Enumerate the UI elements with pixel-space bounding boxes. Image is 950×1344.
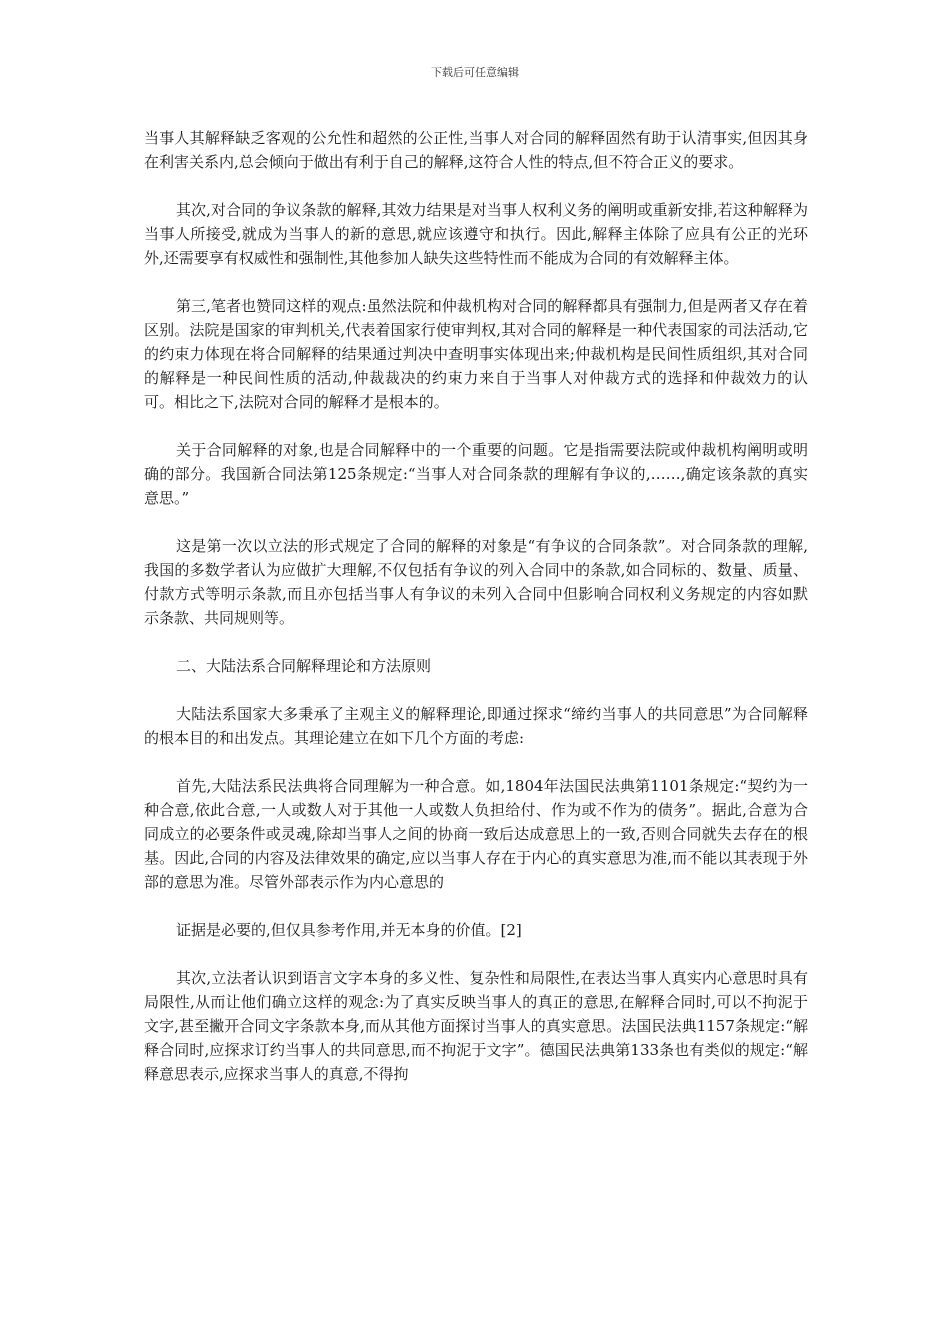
paragraph-1: 当事人其解释缺乏客观的公允性和超然的公正性,当事人对合同的解释固然有助于认清事实,但因其身在利害关系内,总会倾向于做出有利于自己的解释,这符合人性的特点,但不符合正义的要求。 xyxy=(144,129,808,171)
paragraph-3: 第三,笔者也赞同这样的观点:虽然法院和仲裁机构对合同的解释都具有强制力,但是两者又存在着区别。法院是国家的审判机关,代表着国家行使审判权,其对合同的解释是一种代表国家的司法活动,它的约束力体现在将合同解释的结果通过判决中查明事实体现出来;仲裁机构是民间性质组织,其对合同的解释是一种民间性质的活动,仲裁裁决的约束力来自于当事人对仲裁方式的选择和仲裁效力的认可。相比之下,法院对合同的解释才是根本的。 xyxy=(144,297,808,411)
page-header: 下载后可任意编辑 xyxy=(431,66,519,79)
paragraph-10: 其次,立法者认识到语言文字本身的多义性、复杂性和局限性,在表达当事人真实内心意思时具有局限性,从而让他们确立这样的观念:为了真实反映当事人的真正的意思,在解释合同时,可以不拘泥于文字,甚至撇开合同文字条款本身,而从其他方面探讨当事人的真实意思。法国民法典1157条规定:“解释合同时,应探求订约当事人的共同意思,而不拘泥于文字”。德国民法典第133条也有类似的规定:“解释意思表示,应探求当事人的真意,不得拘 xyxy=(144,969,808,1083)
paragraph-5: 这是第一次以立法的形式规定了合同的解释的对象是“有争议的合同条款”。对合同条款的理解,我国的多数学者认为应做扩大理解,不仅包括有争议的列入合同中的条款,如合同标的、数量、质量、付款方式等明示条款,而且亦包括当事人有争议的未列入合同中但影响合同权利义务规定的内容如默示条款、共同规则等。 xyxy=(144,537,808,627)
paragraph-8: 首先,大陆法系民法典将合同理解为一种合意。如,1804年法国民法典第1101条规定:“契约为一种合意,依此合意,一人或数人对于其他一人或数人负担给付、作为或不作为的债务”。据此,合意为合同成立的必要条件或灵魂,除却当事人之间的协商一致后达成意思上的一致,否则合同就失去存在的根基。因此,合同的内容及法律效果的确定,应以当事人存在于内心的真实意思为准,而不能以其表现于外部的意思为准。尽管外部表示作为内心意思的 xyxy=(144,777,808,891)
document-body xyxy=(144,126,808,1110)
paragraph-9: 证据是必要的,但仅具参考作用,并无本身的价值。[2] xyxy=(176,921,522,939)
paragraph-7: 大陆法系国家大多秉承了主观主义的解释理论,即通过探求“缔约当事人的共同意思”为合同解释的根本目的和出发点。其理论建立在如下几个方面的考虑: xyxy=(144,705,808,747)
section-heading: 二、大陆法系合同解释理论和方法原则 xyxy=(176,657,432,675)
paragraph-4: 关于合同解释的对象,也是合同解释中的一个重要的问题。它是指需要法院或仲裁机构阐明或明确的部分。我国新合同法第125条规定:“当事人对合同条款的理解有争议的,……,确定该条款的真实意思。” xyxy=(144,441,808,507)
paragraph-2: 其次,对合同的争议条款的解释,其效力结果是对当事人权利义务的阐明或重新安排,若这种解释为当事人所接受,就成为当事人的新的意思,就应该遵守和执行。因此,解释主体除了应具有公正的光环外,还需要享有权威性和强制性,其他参加人缺失这些特性而不能成为合同的有效解释主体。 xyxy=(144,201,808,267)
